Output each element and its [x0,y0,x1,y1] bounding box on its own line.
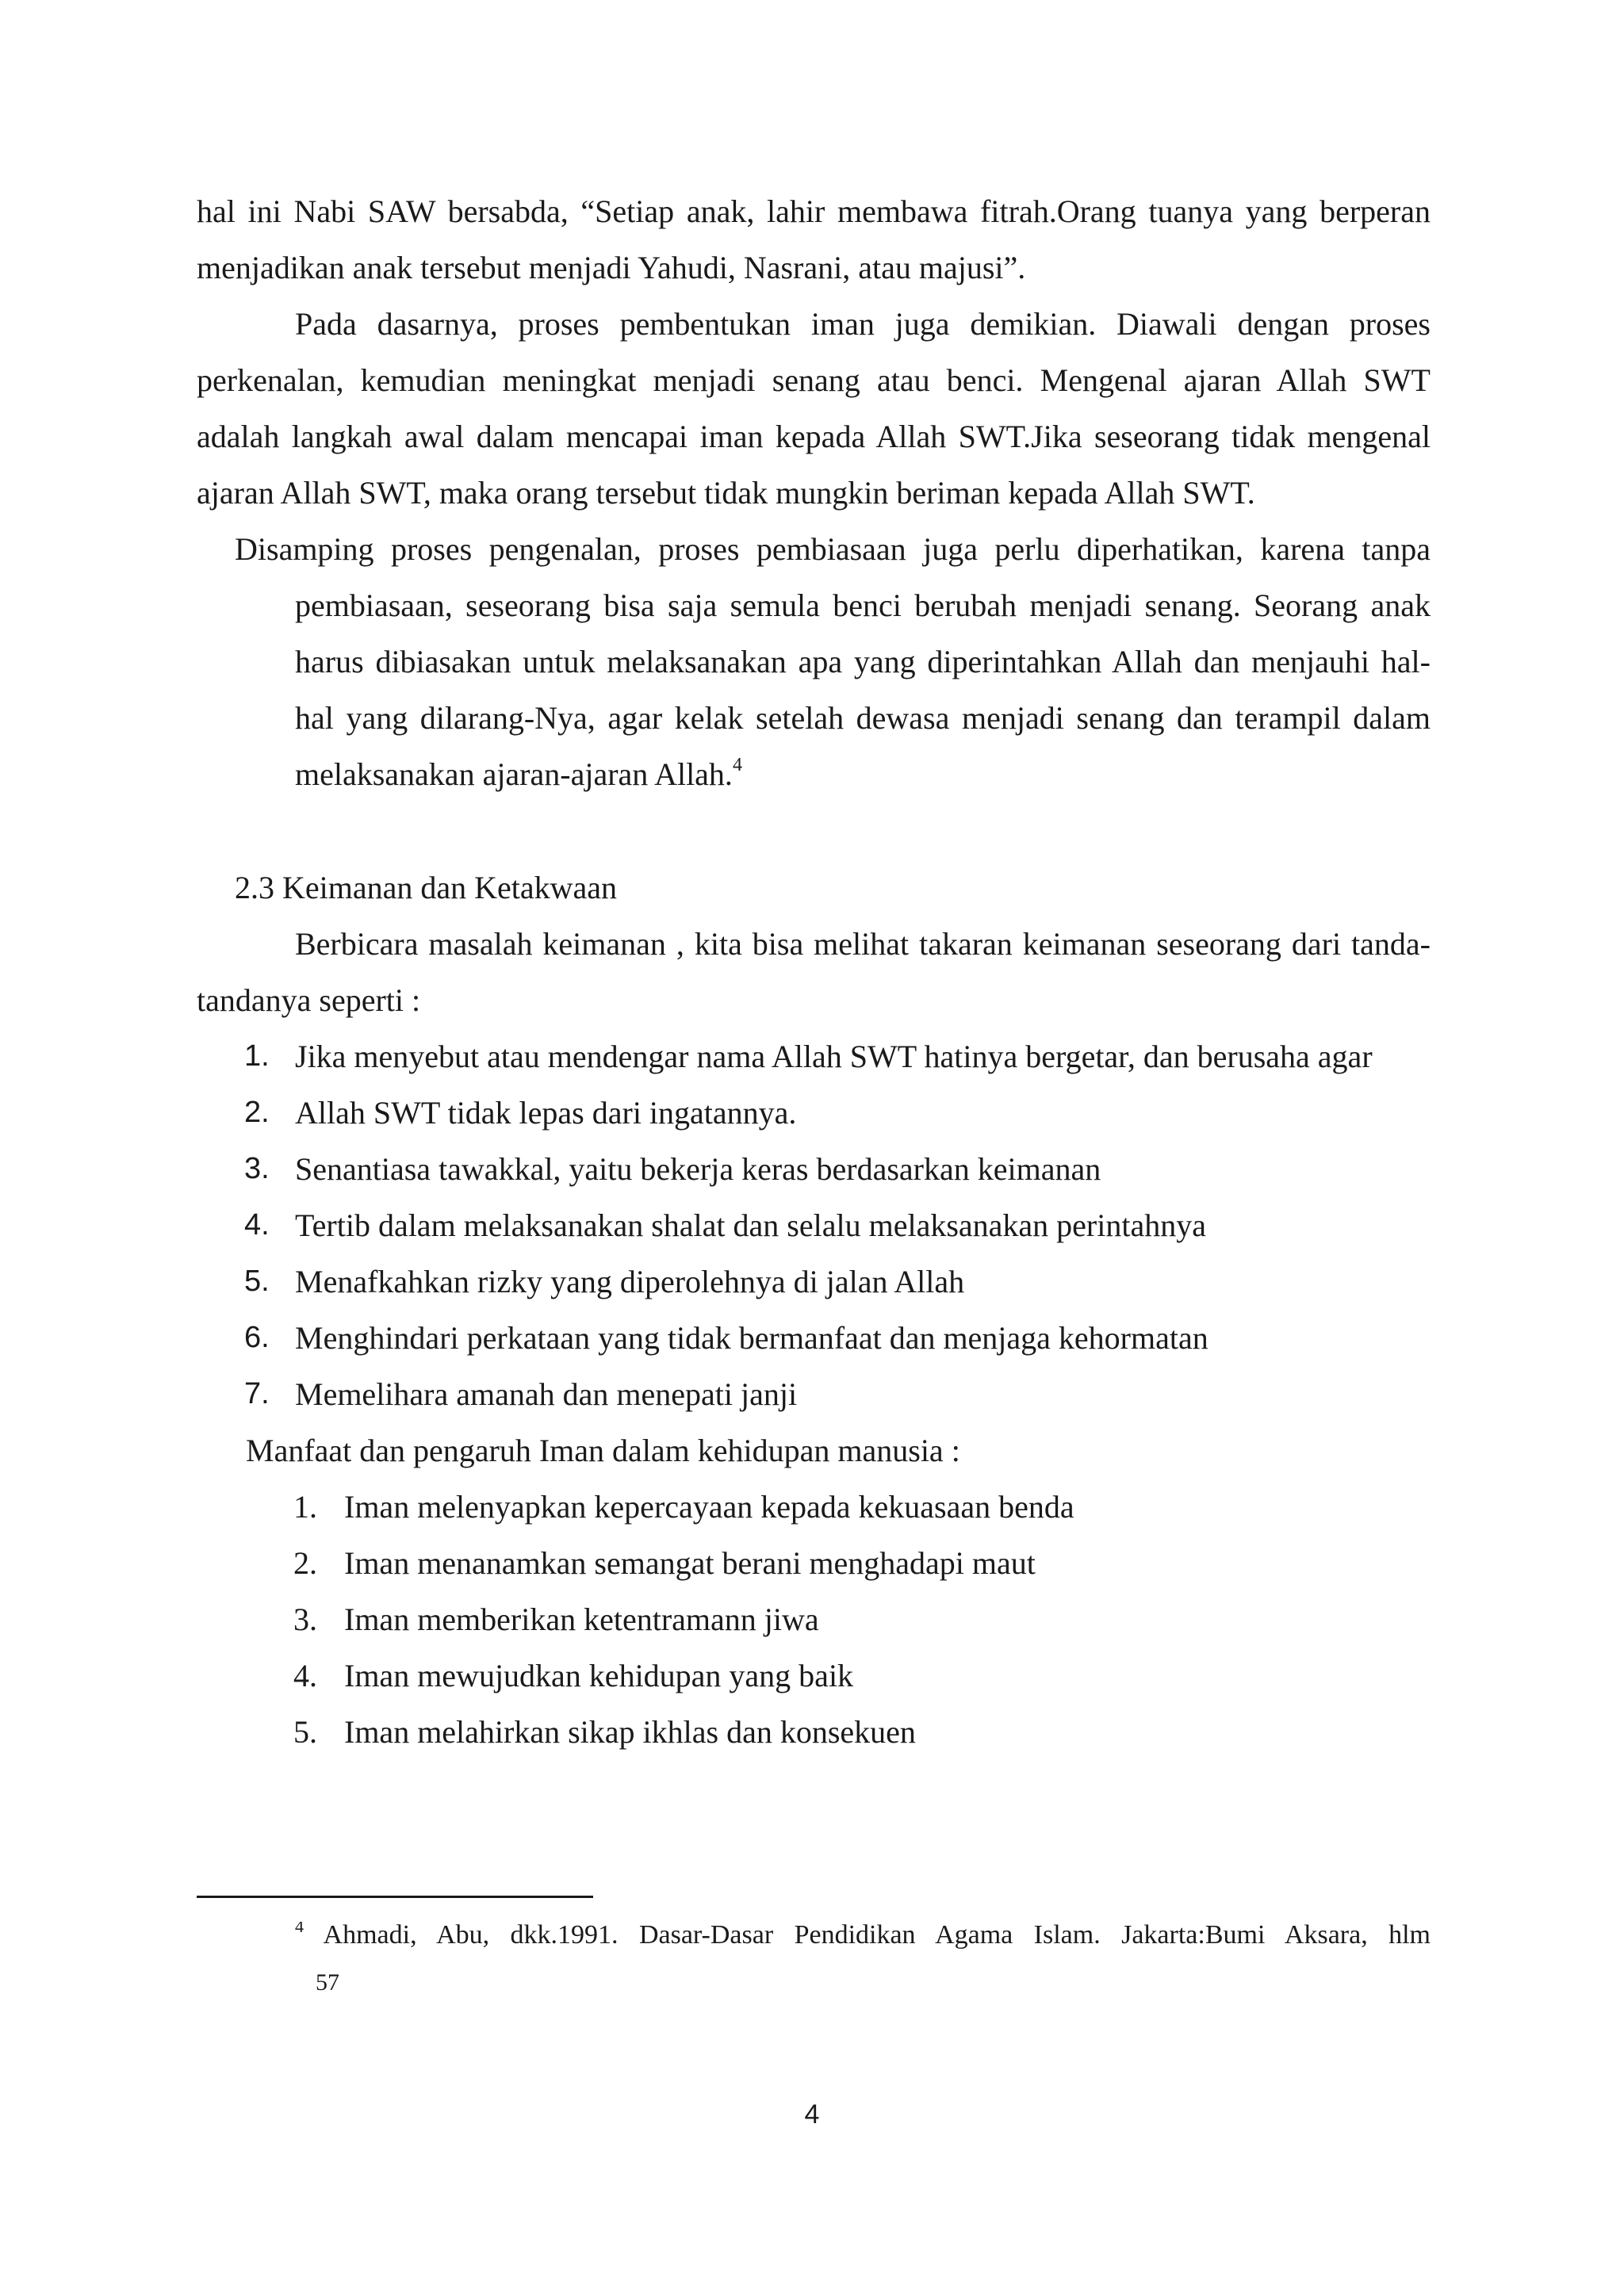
page-number: 4 [804,2099,820,2130]
list-number: 3. [244,1152,270,1185]
list-number: 5. [293,1714,317,1750]
footnote-marker: 4 [295,1922,304,1936]
paragraph-line: pembiasaan, seseorang bisa saja semula benci berubah menjadi senang. Seorang anak [295,590,1431,623]
paragraph-line: menjadikan anak tersebut menjadi Yahudi, Nasrani, atau majusi”. [197,250,1026,285]
paragraph-line: perkenalan, kemudian meningkat menjadi senang atau benci. Mengenal ajaran Allah SWT [197,365,1431,398]
list-number: 1. [244,1039,270,1073]
list-text: Iman melahirkan sikap ikhlas dan konsekuen [344,1714,916,1750]
list-number: 2. [244,1096,270,1129]
paragraph-line: Pada dasarnya, proses pembentukan iman juga demikian. Diawali dengan proses [295,308,1431,342]
list-number: 4. [293,1658,317,1693]
list-number: 3. [293,1601,317,1637]
list-text: Iman memberikan ketentramann jiwa [344,1601,819,1637]
list-text: Menafkahkan rizky yang diperolehnya di jalan Allah [295,1264,965,1299]
paragraph-line-with-footnote [295,755,742,792]
paragraph-line: Berbicara masalah keimanan , kita bisa melihat takaran keimanan seseorang dari tanda- [295,928,1431,962]
footnote-reference[interactable]: 4 [732,755,742,775]
paragraph-line: Disamping proses pengenalan, proses pembiasaan juga perlu diperhatikan, karena tanpa [235,534,1431,567]
list-text: Menghindari perkataan yang tidak bermanfaat dan menjaga kehormatan [295,1320,1208,1356]
list-number: 1. [293,1489,317,1525]
list-number: 5. [244,1265,270,1298]
list-heading: Manfaat dan pengaruh Iman dalam kehidupan manusia : [246,1433,960,1468]
section-heading: 2.3 Keimanan dan Ketakwaan [235,870,618,905]
paragraph-line: hal yang dilarang-Nya, agar kelak setelah dewasa menjadi senang dan terampil dalam [295,702,1431,736]
list-number: 2. [293,1545,317,1581]
paragraph-line: harus dibiasakan untuk melaksanakan apa yang diperintahkan Allah dan menjauhi hal- [295,646,1431,679]
list-text: Allah SWT tidak lepas dari ingatannya. [295,1095,797,1131]
list-number: 6. [244,1321,270,1354]
list-text: Tertib dalam melaksanakan shalat dan selalu melaksanakan perintahnya [295,1207,1206,1243]
list-number: 7. [244,1377,270,1410]
footnote-line: 57 [316,1969,339,1996]
paragraph-line: hal ini Nabi SAW bersabda, “Setiap anak, lahir membawa fitrah.Orang tuanya yang berperan [197,196,1431,229]
list-text: Iman melenyapkan kepercayaan kepada kekuasaan benda [344,1489,1074,1525]
paragraph-line: tandanya seperti : [197,982,421,1018]
paragraph-line: adalah langkah awal dalam mencapai iman kepada Allah SWT.Jika seseorang tidak mengenal [197,421,1431,454]
list-text: Jika menyebut atau mendengar nama Allah SWT hatinya bergetar, dan berusaha agar [295,1039,1373,1074]
list-text: Memelihara amanah dan menepati janji [295,1376,798,1412]
footnote-separator [197,1896,593,1898]
list-number: 4. [244,1208,270,1242]
footnote-text: Ahmadi, Abu, dkk.1991. Dasar-Dasar Pendidikan Agama Islam. Jakarta:Bumi Aksara, hlm [323,1922,1431,1950]
list-text: Iman mewujudkan kehidupan yang baik [344,1658,854,1693]
list-text: Iman menanamkan semangat berani menghadapi maut [344,1545,1036,1581]
paragraph-line: ajaran Allah SWT, maka orang tersebut tidak mungkin beriman kepada Allah SWT. [197,475,1255,511]
paragraph-line-text: melaksanakan ajaran-ajaran Allah. [295,756,733,792]
list-text: Senantiasa tawakkal, yaitu bekerja keras berdasarkan keimanan [295,1151,1101,1187]
footnote-line [295,1922,1431,1957]
